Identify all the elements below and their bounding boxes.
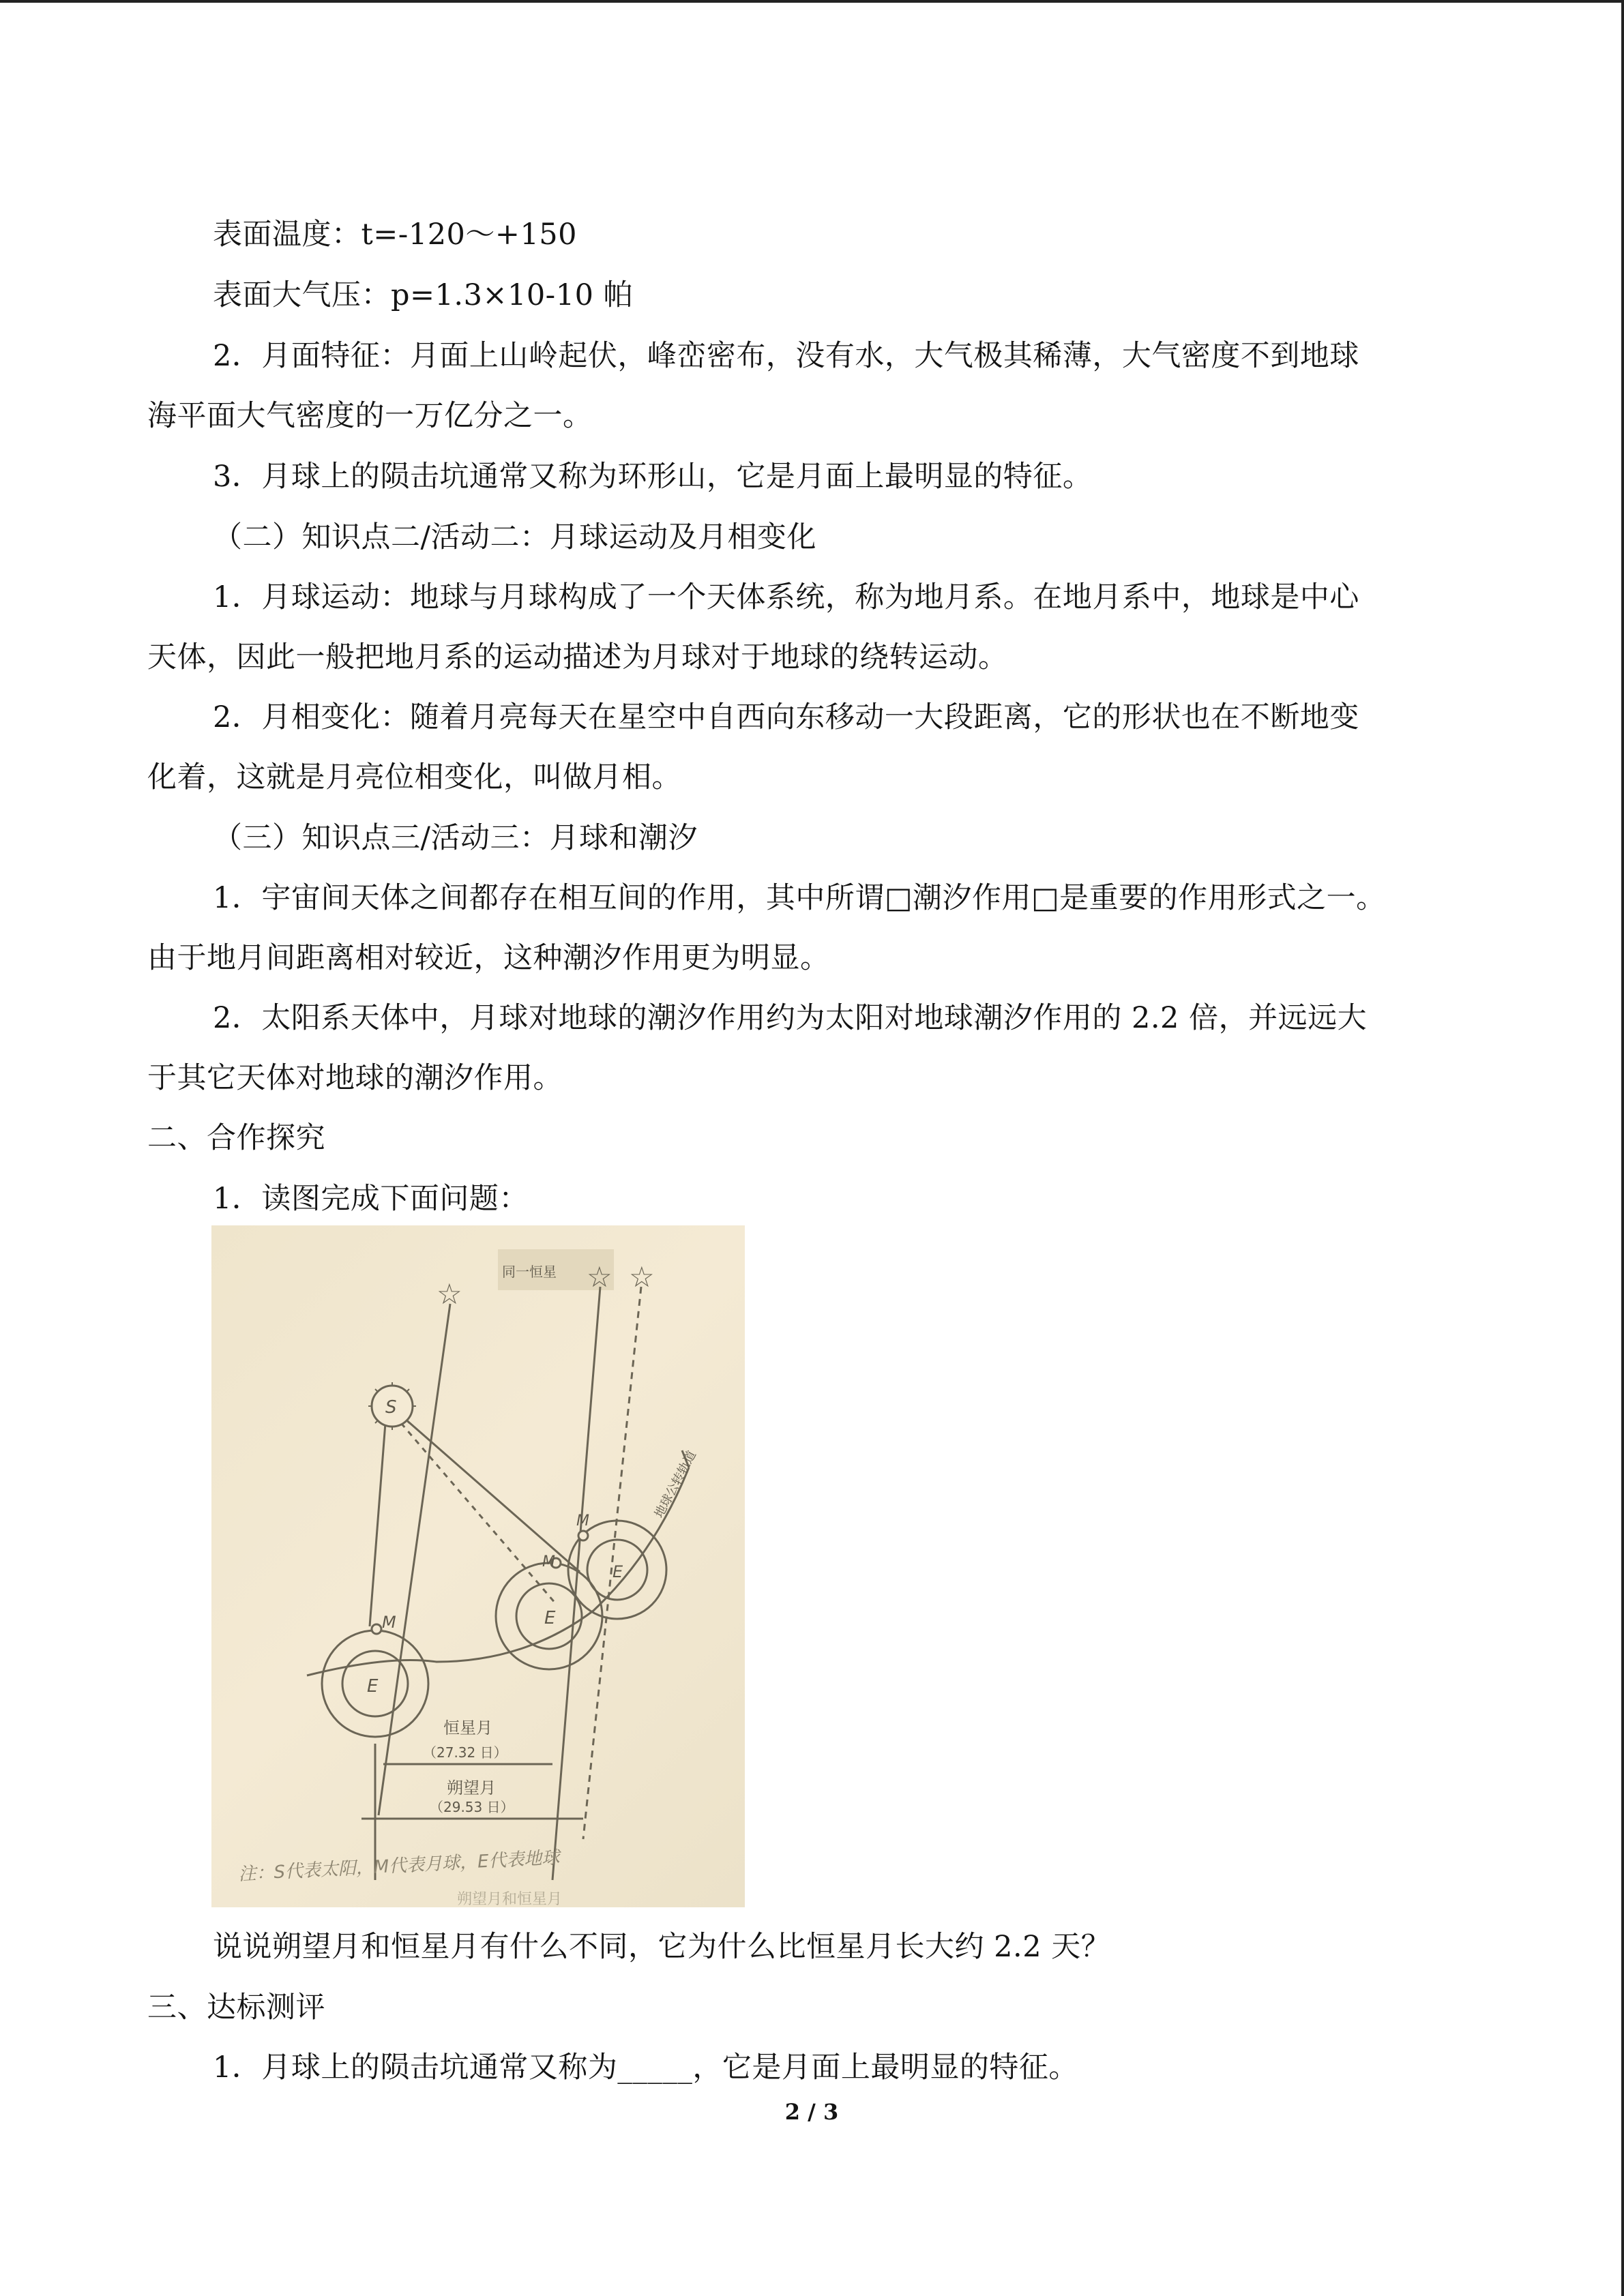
diagram-bottom-text: 朔望月和恒星月 — [457, 1891, 563, 1907]
sun-earth2-dashed-line — [401, 1423, 556, 1604]
earth-label-2: E — [544, 1608, 556, 1628]
star-icon: ☆ — [437, 1277, 462, 1311]
moon-label-2: M — [542, 1553, 555, 1570]
star-icon: ☆ — [629, 1260, 655, 1294]
lunar-surface-paragraph-line1: 2．月面特征：月面上山岭起伏，峰峦密布，没有水，大气极其稀薄，大气密度不到地球 — [213, 339, 1359, 373]
tide-paragraph2-line1: 2．太阳系天体中，月球对地球的潮汐作用约为太阳对地球潮汐作用的 2.2 倍，并远远大 — [213, 1001, 1368, 1035]
question-1-prompt: 1．读图完成下面问题： — [213, 1182, 529, 1216]
surface-pressure-line: 表面大气压：p=1.3×10-10 帕 — [213, 278, 634, 312]
sight-line-2 — [552, 1287, 600, 1880]
moon-motion-paragraph-line2: 天体，因此一般把地月系的运动描述为月球对于地球的绕转运动。 — [147, 640, 1008, 674]
sun-label: S — [385, 1397, 397, 1418]
surface-temperature-line: 表面温度：t=-120～+150 — [213, 218, 578, 252]
moon-phase-paragraph-line2: 化着，这就是月亮位相变化，叫做月相。 — [147, 760, 681, 794]
moon-phase-paragraph-line1: 2．月相变化：随着月亮每天在星空中自西向东移动一大段距离，它的形状也在不断地变 — [213, 700, 1359, 734]
orbit-label: 地球公转轨道 — [651, 1448, 700, 1521]
discussion-question: 说说朔望月和恒星月有什么不同，它为什么比恒星月长大约 2.2 天？ — [213, 1930, 1111, 1964]
sun-earth3-line — [404, 1418, 580, 1572]
page-number: 2 / 3 — [784, 2099, 839, 2125]
assessment-question-1: 1．月球上的陨击坑通常又称为_____，它是月面上最明显的特征。 — [213, 2051, 1078, 2085]
diagram-svg — [211, 1225, 745, 1907]
sidereal-synodic-diagram — [211, 1225, 745, 1907]
cooperation-heading: 二、合作探究 — [147, 1121, 325, 1155]
sidereal-days: （27.32 日） — [423, 1744, 507, 1761]
star-label: 同一恒星 — [502, 1264, 557, 1280]
moon-label-3: M — [576, 1512, 589, 1530]
tide-paragraph1-line2: 由于地月间距离相对较近，这种潮汐作用更为明显。 — [147, 941, 830, 975]
moon-label-1: M — [382, 1613, 396, 1632]
sun-earth1-line — [370, 1423, 385, 1626]
synodic-label: 朔望月 — [447, 1778, 496, 1798]
diagram-note: 注：S代表太阳，M代表月球，E代表地球 — [237, 1847, 561, 1885]
earth-label-3: E — [612, 1562, 623, 1581]
crater-paragraph: 3．月球上的陨击坑通常又称为环形山，它是月面上最明显的特征。 — [213, 460, 1093, 494]
sidereal-label: 恒星月 — [443, 1718, 492, 1738]
earth-label-1: E — [367, 1676, 379, 1697]
section-heading-3: （三）知识点三/活动三：月球和潮汐 — [213, 821, 698, 855]
lunar-surface-paragraph-line2: 海平面大气密度的一万亿分之一。 — [147, 399, 593, 433]
moon-dot-3 — [578, 1531, 588, 1540]
section-heading-2: （二）知识点二/活动二：月球运动及月相变化 — [213, 520, 816, 554]
moon-motion-paragraph-line1: 1．月球运动：地球与月球构成了一个天体系统，称为地月系。在地月系中，地球是中心 — [213, 580, 1359, 614]
assessment-heading: 三、达标测评 — [147, 1991, 325, 2025]
synodic-days: （29.53 日） — [430, 1799, 514, 1815]
tide-paragraph1-line1: 1．宇宙间天体之间都存在相互间的作用，其中所谓□潮汐作用□是重要的作用形式之一。 — [213, 881, 1386, 915]
sight-line-1 — [379, 1304, 450, 1815]
earth-orbit-path — [307, 1467, 689, 1675]
moon-dot-1 — [372, 1624, 381, 1634]
star-icon: ☆ — [587, 1260, 612, 1294]
tide-paragraph2-line2: 于其它天体对地球的潮汐作用。 — [147, 1061, 563, 1095]
